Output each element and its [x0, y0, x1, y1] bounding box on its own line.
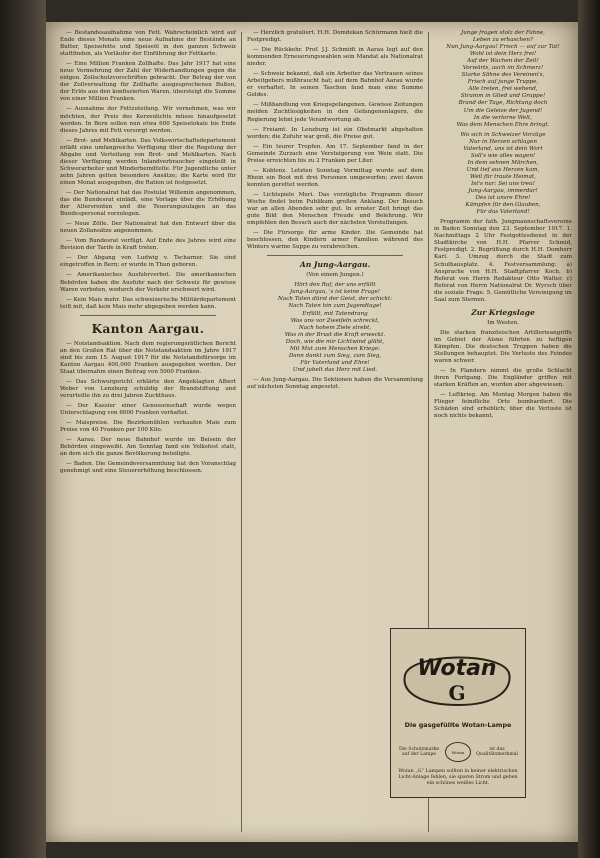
brand-wordmark: Wotan [417, 656, 497, 681]
column-rule [241, 32, 242, 832]
poem-line: Für das Vaterland! [476, 209, 530, 216]
ad-trademark-row [397, 741, 519, 763]
poem-line: Für Vaterland und Ehre! [300, 359, 370, 366]
article: — Die Rückkehr. Prof. J.J. Schmidt in Aarau legt auf den kommenden Erneuerungswahlen sein Mandat als Nationalrat nieder. [247, 47, 423, 68]
ad-footer-text: Wotan „G“ Lampen sollten in keiner elektrischen Licht-Anlage fehlen, sie sparen Strom und geben ein schönes weißes Licht. [398, 769, 518, 786]
poem-line: Junge fragen stolz der Fahne, [461, 30, 545, 36]
book-binding-left [0, 0, 46, 858]
article: Programm der fath. Jungmannschaftsvereine in Baden Sonntag den 23. September 1917. 1. Nachmittags 2 Uhr Festgottesdienst in der Stadtkirche von H.H. Pfarrer Schmid, Festpredigt. 2. Begrüßung durch H.H. Domherr Karl. 3. Umzug durch die Stadt zum Schulhausplatz. 4. Festversammlung: a) Ansprache von H.H. Stadtpfarrer Koch. b) Referat von Herrn Redakteur Otto Walter. c) Referat von Herrn Nationalrat Dr. Wyrsch über die soziale Frage. 5. Gemütliche Vereinigung im Saal zum Sternen. [434, 219, 572, 303]
article: — In Flandern nimmt die große Schlacht ihren Fortgang. Die Engländer griffen mit starken Kräften an, wurden aber abgewiesen. [434, 368, 572, 389]
article: — Eine Million Franken Zollhafte. Das Jahr 1917 hat eine neue Vermehrung der Zahl der Widerhandlungen gegen die eidgen. Zollschutzvorschriften gebracht. Der Betrag der von der Zollverwaltung für Zollhafte ausgesprochenen Bußen, der Erlös aus den konfiszierten Waren, übersteigt die Summe von einer Million Franken. [60, 61, 236, 103]
article: — Der Abgang von Ludwig v. Tscharner. Sie sind eingetroffen in Bern; er wurde in Thun geboren. [60, 255, 236, 269]
brand-letter: G [448, 681, 466, 705]
article: — Freiamt. In Lenzburg ist ein Obstmarkt abgehalten worden; die Zufuhr war groß, die Preise gut. [247, 126, 423, 140]
divider [267, 255, 403, 256]
section-heading: Zur Kriegslage [471, 307, 535, 317]
article: — Der Nationalrat hat das Postulat Willemin angenommen, das die Bundesrat einlädt, eine Vorlage über die Erhöhung der Altersrenten und die Teuerungszulagen an das Bundespersonal vorzulegen. [60, 189, 236, 218]
poem-line: Des ist unsre Ehre! [475, 195, 531, 202]
article: — Notstandsaktion. Nach dem regierungsrätlichen Bericht an den Großen Rat über die Notstandsaktion im Jahre 1917 sind bis zum 15. August 1917 für die Notstandsfürsorge im Kanton Aargau 400,000 Franken ausgegeben worden. Der Staat übernahm einen Beitrag von 5000 Franken. [60, 340, 236, 375]
poem-line: Kämpfen für den Glauben, [465, 202, 541, 209]
poem-line: Soll's wie alles wagen! [470, 152, 536, 159]
article: — Neue Zölle. Der Nationalrat hat den Entwurf über die neuen Zollansätze angenommen. [60, 221, 236, 235]
section-subheading: Im Westen. [487, 319, 519, 326]
poem-line: Ist's nur: Sei uns treu! [471, 180, 535, 187]
poem-line: Brand der Tage, Richtung doch [458, 100, 548, 107]
poem-line: Leben zu erhaschen? [472, 37, 534, 44]
article: — Das Schwurgericht erklärte den Angeklagten Albert Weber von Lenzburg schuldig der Brandstiftung und verurteilte ihn zu drei Jahren Zuchthaus. [60, 378, 236, 400]
poem-line: Stramm in Glied und Gruppe! [460, 93, 546, 100]
book-binding-right [578, 0, 600, 858]
article: — Maispreise. Die Bezirksmühlen verkaufen Mais zum Preise von 40 Franken per 100 Kilo. [60, 420, 236, 434]
poem-continued [434, 132, 572, 217]
poem-line: Nach hohem Ziele strebt, [298, 324, 372, 331]
article: — Brot- und Mehlkarten. Das Volkswirtschaftsdepartement erläßt eine umfangreiche Verfügung über die Regelung der Abgabe und Verteilung von Brot- und Mehlkarten. Nach dieser Verfügung werden Inlandverbraucher eingeteilt in Schwerarbeiter und Minderbemittelte. Für Jugendliche unter zehn Jahren gelten besondere Ansätze; die Karte wird für einen Monat ausgegeben, die Ration ist festgesetzt. [60, 137, 236, 186]
poem-line: Dann dankt zum Sieg, zum Sieg, [288, 352, 382, 359]
wotan-advertisement [390, 628, 526, 798]
article: — Ausnahme der Fettzuteilung. Wir vernehmen, was wir möchten, der Preis des Kerzenlichts müsse hinaufgesetzt werden. In Bern sollen nun etwa 600 Speiselokale bis Ende dieses Jahres mit Fett versorgt werden. [60, 106, 236, 134]
poem-title: An Jung-Aargau. [299, 260, 371, 270]
article: — Der Kassier einer Genossenschaft wurde wegen Unterschlagung von 6000 Franken verhaftet. [60, 403, 236, 417]
poem-line: In dem sehnen Märchen, [467, 159, 539, 166]
poem-subtitle: (Von einem Jungen.) [306, 272, 364, 279]
article: — Baden. Die Gemeindeversammlung hat den Voranschlag genehmigt und eine Steuererhöhung beschlossen. [60, 461, 236, 475]
poem-line: Was dem Menschen Ehre bringt. [456, 121, 550, 128]
article: — Koblenz. Letzten Sonntag Vormittag wurde auf dem Rhein ein Boot mit drei Personen umgeworfen; zwei davon konnten gerettet werden. [247, 167, 423, 188]
poem-line: Weil für traute Heimat, [470, 173, 536, 180]
poem-line: Hört den Ruf, der uns erfüllt [294, 282, 376, 289]
article: — Die Fürsorge für arme Kinder. Die Gemeinde hat beschlossen, den Kindern armer Familien während des Winters warme Suppe zu verabreichen. [247, 230, 423, 251]
article: — Vom Bundesrat verfügt. Auf Ende des Jahres wird eine Revision der Tarife in Kraft treten. [60, 238, 236, 252]
ad-tagline: Die gasgefüllte Wotan-Lampe [404, 721, 512, 729]
poem-line: Nun Jung-Aargau! Frisch — auf zur Tat! [446, 44, 560, 51]
trademark-seal: Wotan [445, 742, 471, 762]
column-1 [60, 30, 236, 834]
poem-continued [434, 30, 572, 129]
article: — Luftkrieg. Am Montag Morgen haben die Flieger feindliche Orte bombardiert. Die Schäden sind erheblich; über die Verluste ist noch nichts bekannt. [434, 392, 572, 420]
poem-line: Was uns vor Zweifeln schreckt, [290, 317, 380, 324]
poem-line: Frisch auf junge Truppe, [467, 79, 539, 86]
poem-line: Erfüllt, mit Tatendrang [302, 310, 368, 317]
poem-line: Und jubelt das Herz mit Lied. [292, 366, 378, 373]
poem-line: Nach Taten dürst der Geist, der schickt: [277, 296, 393, 303]
poem-line: In die verlorne Welt, [473, 114, 533, 121]
poem-line: Wohl ist dein Herz frei! [469, 51, 537, 58]
newspaper-page [46, 22, 578, 842]
poem-line: Jung-Aargau, immerdar! [468, 188, 538, 195]
poem-line: Alle treten, frei wehend, [468, 86, 538, 93]
poem-line: Jung-Aargau, 's ist keine Frage! [289, 289, 381, 296]
article: Die starken französischen Artillerieangriffe im Gebiet der Aisne führten zu heftigen Kämpfen. Die deutschen Truppen haben die Stellungen behauptet. Die Verluste des Feindes waren schwer. [434, 329, 572, 364]
article: — Aarau. Der neue Bahnhof wurde im Beisein der Behörden eingeweiht. Am Sonntag fand ein Volksfest statt, an dem sich die ganze Bevölkerung beteiligte. [60, 437, 236, 458]
poem-line: Nur in Herzen schlagen [469, 138, 537, 145]
wotan-g-logo [401, 645, 513, 711]
poem-line: Doch, wie die mir Lichtwind glüht, [285, 338, 385, 345]
poem [247, 282, 423, 374]
article: — Bestandesaufnahme von Fett. Wahrscheinlich wird auf Ende dieses Monats eine neue Aufnahme der Bestände an Butter, Speisefette und Speiseöl in den ganzen Schweiz stattfinden, als Vorläufer der Einführung der Fettkarte. [60, 30, 236, 58]
poem-line: Und tief aus Herzen kam, [466, 166, 540, 173]
article: — Mißhandlung von Kriegsgefangenen. Gewisse Zeitungen melden Zuchtlosigkeiten in den Gefangenenlagern, die Regierung lehnt jede Verantwortung ab. [247, 102, 423, 123]
article: — Aus Jung-Aargau. Die Sektionen haben die Versammlung auf nächsten Sonntag angesetzt. [247, 376, 423, 390]
poem-line: Vaterland, uns ist dein Wort [463, 145, 543, 152]
poem-line: Starke Söhne des Vereinen's, [461, 72, 545, 79]
poem-line: Wo sich in Schweizer Vorzüge [460, 131, 546, 138]
ad-trademark-right: ist das Qualitätsmerkmal [476, 746, 518, 757]
poem-line: Vorwärts, auch im Schmerz! [462, 65, 544, 72]
article: — Herzlich gratuliert. H.H. Domdekan Schürmann hielt die Festpredigt. [247, 30, 423, 44]
ad-trademark-left: Die Schutzmarke auf der Lampe [398, 746, 440, 757]
poem-line: Mit Mut zum Menschen Kriege: [289, 345, 381, 352]
divider [80, 315, 216, 316]
article: — Ein teurer Tropfen. Am 17. September fand in der Gemeinde Zurzach eine Versteigerung von Wein statt. Die Preise erreichten bis zu 2 Franken per Liter. [247, 143, 423, 164]
poem-line: Was in der Brust die Kraft erweckt. [284, 331, 386, 338]
article: — Schweiz bekannt, daß ein Arbeiter das Vertrauen seines Arbeitgebers mißbraucht hat; auf dem Bahnhof Aarau wurde er verhaftet. In seinen Taschen fand man eine Summe Geldes. [247, 71, 423, 99]
section-heading: Kanton Aargau. [91, 321, 205, 336]
article: — Amerikanisches Ausfuhrverbot. Die amerikanischen Behörden haben die Ausfuhr nach der Schweiz für gewisse Waren verboten, wodurch der Verkehr erschwert wird. [60, 272, 236, 293]
poem-line: Um die Geleise der Jugend! [463, 107, 543, 114]
poem-line: Auf der Wachen der Zeit! [467, 58, 539, 65]
poem-line: Nach Taten hin zum Jugendtage! [288, 303, 382, 310]
article: — Lichtspiele Muri. Das vorzügliche Programm dieser Woche findet beim Publikum großen Anklang. Der Besuch war an allen Abenden sehr gut. In ernster Zeit bringt das gute Bild den Menschen Freude und Belehrung. Wir empfehlen den Besuch auch der nächsten Vorstellungen. [247, 191, 423, 227]
article: — Kein Mais mehr. Das schweizerische Militärdepartement teilt mit, daß kein Mais mehr abgegeben werden kann. [60, 296, 236, 310]
